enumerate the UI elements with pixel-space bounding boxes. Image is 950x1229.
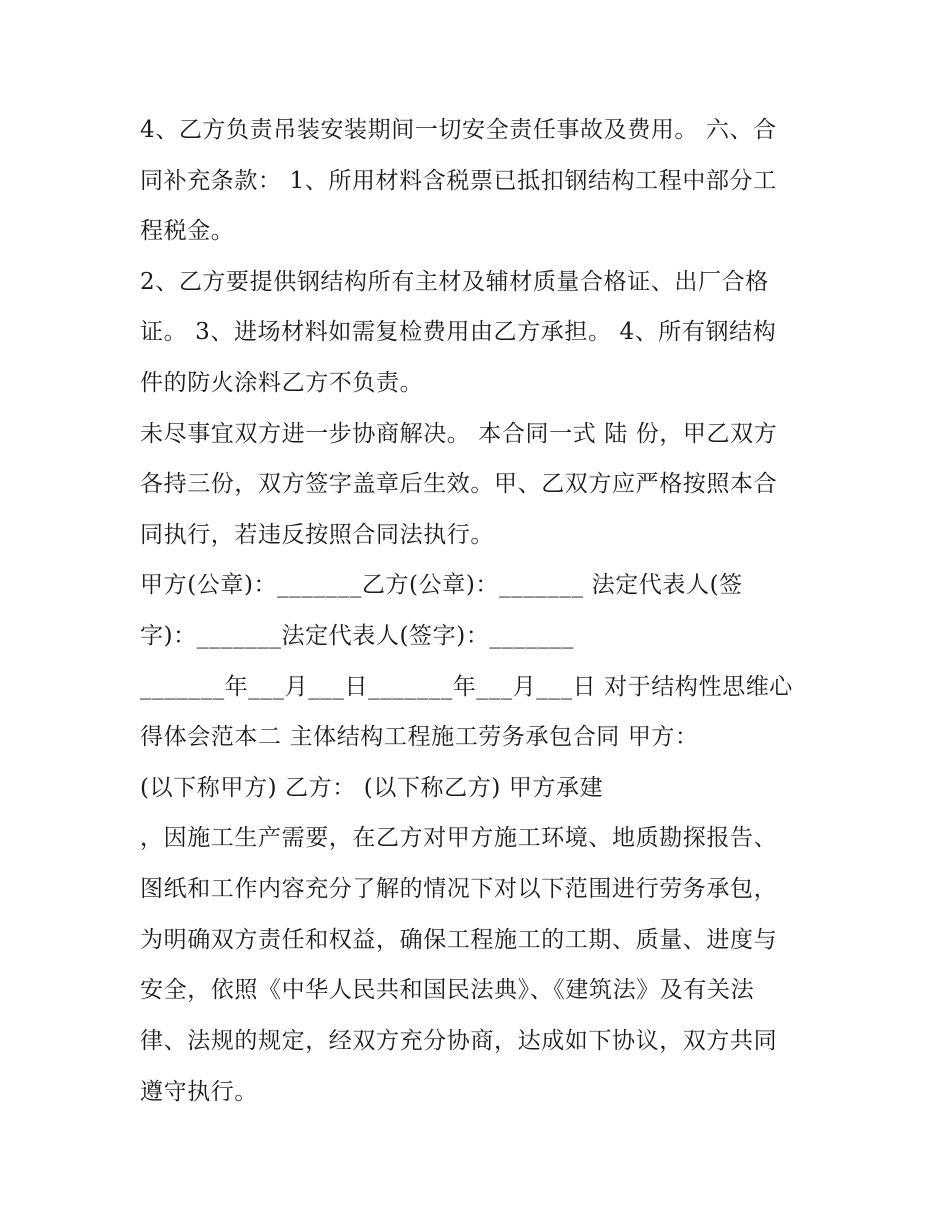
date-line: _______年___月___日_______年___月___日 对于结构性思维心: [140, 674, 793, 700]
text-line: 程税金。: [140, 218, 235, 244]
text-line: 各持三份，双方签字盖章后生效。甲、乙双方应严格按照本合: [140, 471, 778, 497]
text-line: 安全，依照《中华人民共和国民法典》、《建筑法》及有关法: [140, 977, 755, 1003]
text-line: 证。 3、进场材料如需复检费用由乙方承担。 4、所有钢结构: [140, 319, 777, 345]
text-line: 4、乙方负责吊装安装期间一切安全责任事故及费用。 六、合: [140, 117, 777, 143]
text-line: ，因施工生产需要，在乙方对甲方施工环境、地质勘探报告、: [140, 825, 778, 851]
text-line: 图纸和工作内容充分了解的情况下对以下范围进行劳务承包，: [140, 876, 778, 902]
text-line: 律、法规的规定，经双方充分协商，达成如下协议，双方共同: [140, 1028, 778, 1054]
text-line: (以下称甲方) 乙方： (以下称乙方) 甲方承建: [140, 775, 604, 801]
text-line: 遵守执行。: [140, 1079, 258, 1105]
signature-line: 字)：_______法定代表人(签字)：_______: [140, 623, 575, 649]
text-line: 2、乙方要提供钢结构所有主材及辅材质量合格证、出厂合格: [140, 269, 769, 295]
text-line: 同执行，若违反按照合同法执行。: [140, 522, 494, 548]
text-line: 为明确双方责任和权益，确保工程施工的工期、质量、进度与: [140, 927, 778, 953]
text-line: 件的防火涂料乙方不负责。: [140, 370, 424, 396]
signature-line: 甲方(公章)：_______乙方(公章)：_______ 法定代表人(签: [140, 572, 743, 598]
text-line: 未尽事宜双方进一步协商解决。 本合同一式 陆 份，甲乙双方: [140, 421, 778, 447]
text-line: 同补充条款： 1、所用材料含税票已抵扣钢结构工程中部分工: [140, 168, 777, 194]
text-line: 得体会范本二 主体结构工程施工劳务承包合同 甲方：: [140, 724, 699, 750]
